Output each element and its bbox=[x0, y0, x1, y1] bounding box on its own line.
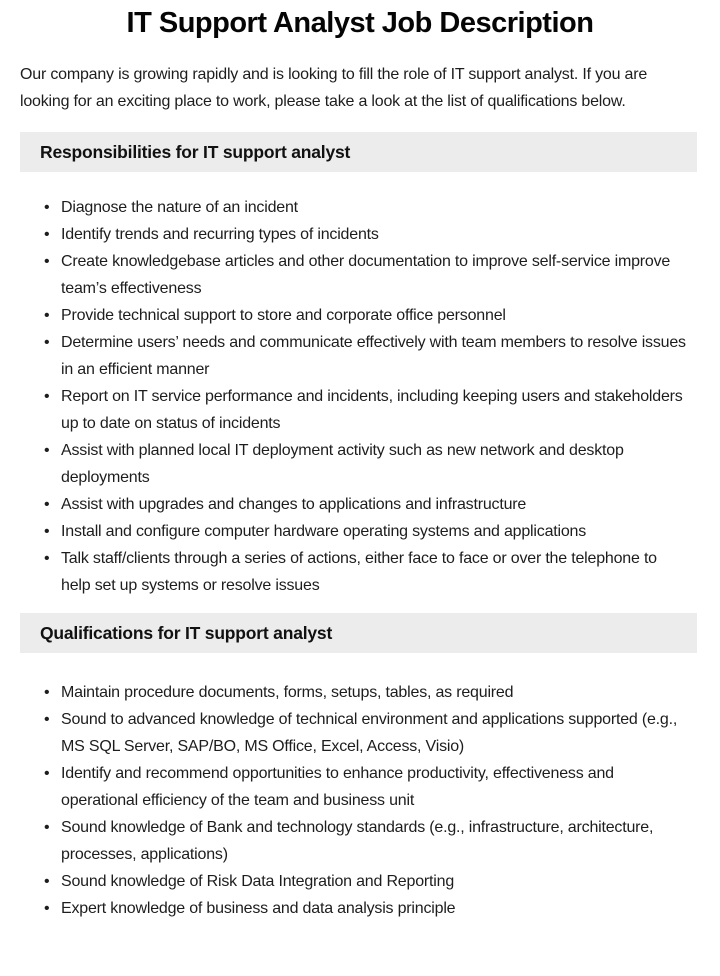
list-item: • Create knowledgebase articles and other documentation to improve self-service improve team’s effectiveness bbox=[61, 248, 690, 302]
list-item: • Sound knowledge of Bank and technology standards (e.g., infrastructure, architecture, processes, applications) bbox=[61, 814, 690, 868]
section-heading-text: Qualifications for IT support analyst bbox=[40, 622, 333, 643]
list-item: • Install and configure computer hardware operating systems and applications bbox=[61, 518, 690, 545]
list-item: • Talk staff/clients through a series of actions, either face to face or over the telephone to help set up systems or resolve issues bbox=[61, 545, 690, 599]
list-item: • Identify and recommend opportunities to enhance productivity, effectiveness and operational efficiency of the team and business unit bbox=[61, 760, 690, 814]
list-item: • Maintain procedure documents, forms, setups, tables, as required bbox=[61, 679, 690, 706]
responsibilities-list bbox=[0, 194, 690, 599]
list-item: • Report on IT service performance and incidents, including keeping users and stakeholders up to date on status of incidents bbox=[61, 383, 690, 437]
list-item: • Provide technical support to store and corporate office personnel bbox=[61, 302, 690, 329]
section-header-responsibilities bbox=[20, 132, 697, 172]
page-title: IT Support Analyst Job Description bbox=[126, 7, 594, 39]
list-item: • Sound knowledge of Risk Data Integration and Reporting bbox=[61, 868, 690, 895]
intro-paragraph: Our company is growing rapidly and is looking to fill the role of IT support analyst. If you are looking for an exciting place to work, please take a look at the list of qualifications below. bbox=[20, 66, 648, 110]
list-item: • Sound to advanced knowledge of technical environment and applications supported (e.g., MS SQL Server, SAP/BO, MS Office, Excel, Access, Visio) bbox=[61, 706, 690, 760]
qualifications-list bbox=[0, 679, 690, 922]
list-item: • Diagnose the nature of an incident bbox=[61, 194, 690, 221]
section-header-qualifications bbox=[20, 613, 697, 653]
list-item: • Expert knowledge of business and data analysis principle bbox=[61, 895, 690, 922]
list-item: • Assist with upgrades and changes to applications and infrastructure bbox=[61, 491, 690, 518]
list-item: • Determine users’ needs and communicate effectively with team members to resolve issues in an efficient manner bbox=[61, 329, 690, 383]
list-item: • Identify trends and recurring types of incidents bbox=[61, 221, 690, 248]
list-item: • Assist with planned local IT deployment activity such as new network and desktop deployments bbox=[61, 437, 690, 491]
section-heading-text: Responsibilities for IT support analyst bbox=[40, 141, 351, 162]
